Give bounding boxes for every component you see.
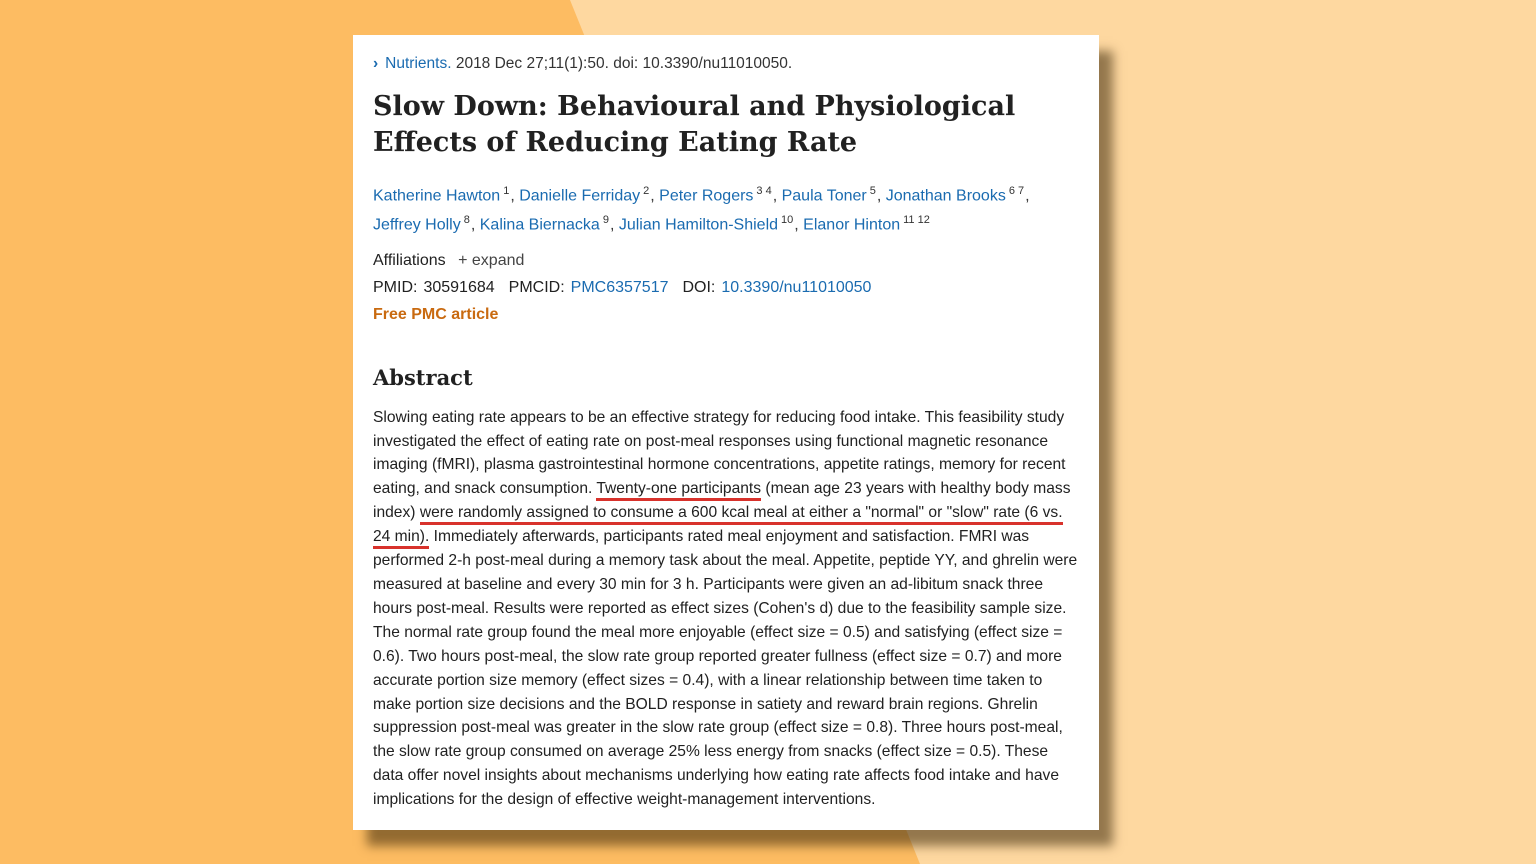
affiliations-label: Affiliations [373,251,446,269]
journal-citation [373,53,1079,75]
doi-label: DOI: [682,278,716,296]
author-link[interactable]: Paula Toner [781,187,867,205]
affiliations-row [373,249,1079,273]
author-affiliation-number[interactable]: 2 [643,185,650,197]
author-affiliation-number[interactable]: 5 [869,185,876,197]
author-list: Katherine Hawton $^1$, Danielle Ferriday $^2$, Peter Rogers $^{3 4}$, Paula Toner $^5$, Jonathan Brooks $^{6 7}$, Jeffrey Holly $^8$, Kalina Biernacka $^9$, Julian Hamilton-Shield $^{10}$, Elanor Hinton $^{11 12}$ [373,185,1030,234]
expand-label: expand [471,251,525,269]
author-link[interactable]: Kalina Biernacka [479,216,600,234]
journal-link[interactable]: Nutrients. [385,55,452,72]
author-link[interactable]: Jeffrey Holly [373,216,461,234]
author-link[interactable]: Elanor Hinton [803,216,901,234]
abstract-text [373,406,1079,812]
author-affiliation-number[interactable]: 9 [602,214,609,227]
author-affiliation-number[interactable]: 3 4 [756,185,772,197]
author-link[interactable]: Katherine Hawton [373,187,501,205]
free-pmc-article-badge[interactable]: Free PMC article [373,305,499,323]
abstract-part: Slowing eating rate appears to be an effective strategy for reducing food intake. This feasibility study investigated the effect of eating rate on post-meal responses using functional magnetic resonance imaging (fMRI), plasma gastrointestinal hormone concentrations, appetite ratings, memory for recent eating, and snack consumption. [373,408,1066,498]
author-affiliation-number[interactable]: 11 12 [903,214,930,227]
author-affiliation-number[interactable]: 10 [781,214,794,227]
article-identifiers [373,275,1079,301]
author-affiliation-number[interactable]: 6 7 [1008,185,1025,197]
affiliations-expand-toggle[interactable] [458,252,524,269]
doi-link[interactable]: 10.3390/nu11010050 [721,278,872,296]
abstract-part: Immediately afterwards, participants rated meal enjoyment and satisfaction. FMRI was performed 2-h post-meal during a memory task about the meal. Appetite, peptide YY, and ghrelin were measured at baseline and every 30 min for 3 h. Participants were given an ad-libitum snack three hours post-meal. Results were reported as effect sizes (Cohen's d) due to the feasibility sample size. The normal rate group found the meal more enjoyable (effect size = 0.5) and satisfying (effect size = 0.6). Two hours post-meal, the slow rate group reported greater fullness (effect size = 0.7) and more accurate portion size memory (effect sizes = 0.4), with a linear relationship between time taken to make portion size decisions and the BOLD response in satiety and reward brain regions. Ghrelin suppression post-meal was greater in the slow rate group (effect size = 0.8). Three hours post-meal, the slow rate group consumed on average 25% less energy from snacks (effect size = 0.5). These data offer novel insights about mechanisms underlying how eating rate affects food intake and have implications for the design of effective weight-management interventions. [373,528,1078,809]
pmid-value: 30591684 [423,278,495,296]
abstract-heading: Abstract [373,364,473,390]
author-link[interactable]: Jonathan Brooks [885,187,1006,205]
plus-icon: + [458,251,468,269]
chevron-right-icon: › [373,55,379,72]
author-affiliation-number[interactable]: 1 [503,185,510,197]
abstract-part: (mean age 23 years with healthy body mass index) [373,480,1071,522]
pmcid-link[interactable]: PMC6357517 [570,278,669,296]
underlined-highlight: Twenty-one participants [596,480,761,501]
author-link[interactable]: Julian Hamilton-Shield [618,216,779,234]
underlined-highlight: were randomly assigned to consume a 600 kcal meal at either a "normal" or "slow" rate (6 vs. 24 min). [373,504,1063,549]
pmid-label: PMID: [373,278,418,296]
author-link[interactable]: Peter Rogers [659,187,754,205]
author-affiliation-number[interactable]: 8 [463,214,470,227]
author-link[interactable]: Danielle Ferriday [519,187,641,205]
article-card [353,35,1099,830]
citation-text: 2018 Dec 27;11(1):50. doi: 10.3390/nu11010050. [451,55,793,72]
pmcid-label: PMCID: [508,278,565,296]
article-title: Slow Down: Behavioural and Physiological Effects of Reducing Eating Rate [373,91,1016,158]
